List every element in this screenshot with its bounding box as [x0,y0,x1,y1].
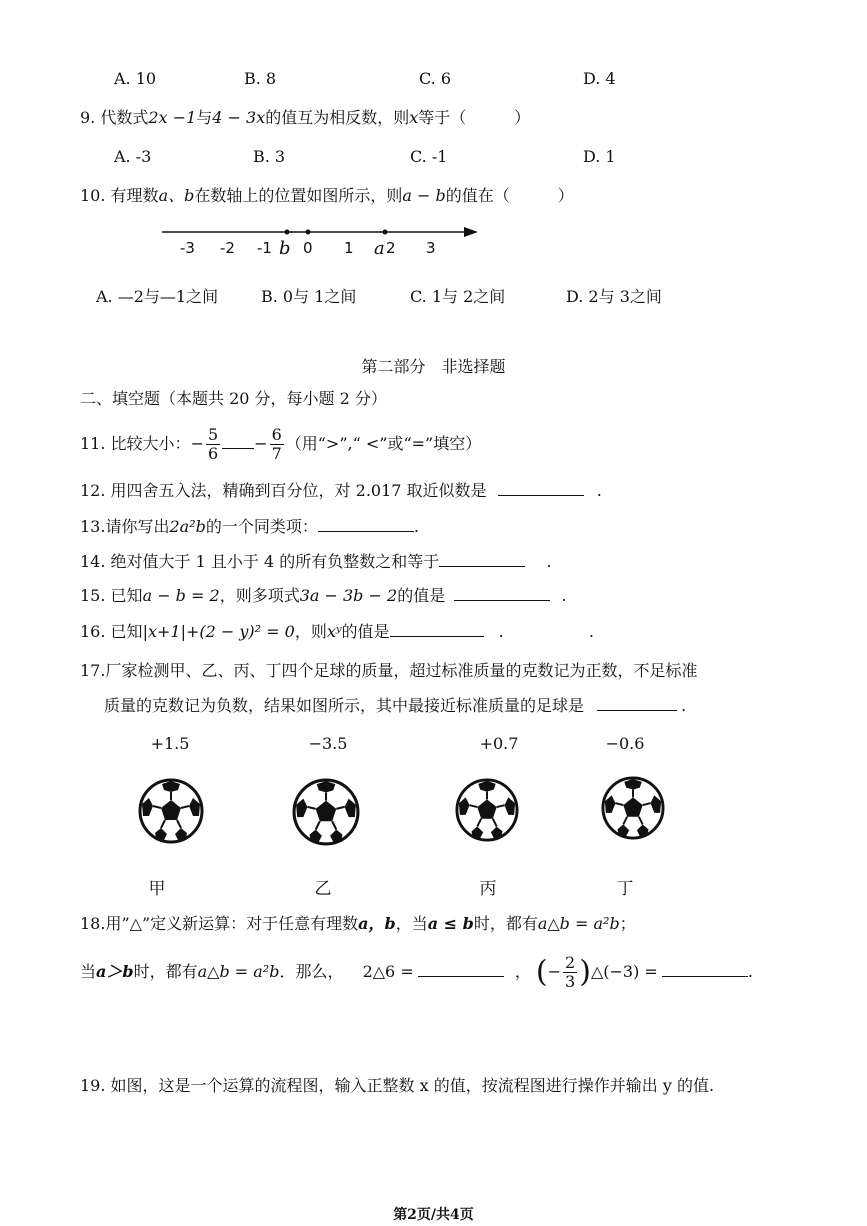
q10-text-3: 的值在（ ） [445,186,574,205]
q18-line-1 [80,913,636,935]
q18-text-1e: 时，都有 [473,914,538,933]
q19-text: 如图，这是一个运算的流程图，输入正整数 x 的值，按流程图进行操作并输出 y 的值. [110,1076,715,1095]
q11-sign-1: − [190,434,204,453]
ball-3-name: 丙 [479,879,497,899]
q16-expr-2: xʸ [326,622,342,641]
q18-expr-b: △(−3) = [590,962,658,981]
point-a-label: a [374,238,385,259]
q18-text-1g: ； [619,914,636,933]
q18-text-2a: 当 [80,962,97,981]
ball-3-value: +0.7 [479,734,519,753]
q9-text-4: 等于（ ） [418,108,531,127]
q15-question [80,584,566,607]
q17-text-2: 质量的克数记为负数，结果如图所示，其中最接近标准质量的足球是 [104,696,585,715]
q16-expr-1: |x+1|+(2 − y)² = 0 [142,622,295,641]
q16-text-2: ，则 [294,622,327,641]
q9-var: x [409,108,419,127]
q8-option-b: B. 8 [244,69,277,88]
q13-period: . [413,517,419,536]
q18-line-2 [80,950,753,995]
q9-text-3: 的值互为相反数，则 [265,108,410,127]
ball-2-name: 乙 [314,879,332,899]
tick-label-0: 0 [303,239,313,257]
point-b-marker [285,230,290,235]
q15-text-3: 的值是 [397,586,446,605]
q10-option-a: A. —2与—1之间 [96,287,219,306]
q13-text-2: 的一个同类项： [205,517,318,536]
ball-4-value: −0.6 [605,734,645,753]
q18-rule-1: a△b = a²b [537,914,620,933]
tick-label-neg2: -2 [220,239,235,257]
q11-number: 11. [80,434,106,453]
q16-period-2: . [588,622,594,641]
q11-fraction-1 [206,426,220,463]
q18-answer-blank-2[interactable] [662,960,748,977]
q15-number: 15. [80,586,106,605]
q17-line-1 [80,660,697,682]
q18-comma: ， [514,962,531,981]
q18-fraction-denominator: 3 [565,972,576,991]
q12-period: . [596,481,602,500]
q8-option-d: D. 4 [583,69,616,88]
q12-number: 12. [80,481,106,500]
q10-option-b: B. 0与 1之间 [261,287,357,306]
q18-answer-blank-1[interactable] [418,960,504,977]
q15-period: . [561,586,567,605]
q19-number: 19. [80,1076,106,1095]
ball-1-name: 甲 [148,879,166,899]
q9-number: 9. [80,108,96,127]
q16-number: 16. [80,622,106,641]
axis-arrow-icon [464,227,478,237]
q18-right-paren: ) [579,954,591,990]
q10-text-1: 有理数 [110,186,159,205]
point-a-marker [383,230,388,235]
q13-text-1: 请你写出 [105,517,170,536]
q14-text: 绝对值大于 1 且小于 4 的所有负整数之和等于 [110,552,440,571]
q10-option-c: C. 1与 2之间 [410,287,506,306]
q18-fraction [563,954,577,991]
q8-option-c: C. 6 [419,69,452,88]
ball-2-value: −3.5 [308,734,348,753]
q18-rule-2: a△b = a²b [197,962,280,981]
q9-option-c: C. -1 [410,147,448,166]
q8-option-a: A. 10 [114,69,157,88]
q11-question [80,424,481,464]
q11-fraction-2-numerator: 6 [271,425,282,444]
q14-answer-blank[interactable] [439,550,525,567]
q9-option-b: B. 3 [253,147,286,166]
tick-label-2: 2 [386,239,396,257]
tick-label-neg3: -3 [180,239,195,257]
page-footer: 第2页/共4页 [393,1207,474,1223]
q15-expr-1: a − b = 2 [142,586,220,605]
q9-text-1: 代数式 [100,108,149,127]
q18-fraction-numerator: 2 [565,953,576,972]
q18-text-1a: 用”△”定义新运算：对于任意有理数 [105,914,359,933]
q15-answer-blank[interactable] [454,584,550,601]
q17-number: 17. [80,661,106,680]
q13-expr: 2a²b [169,517,206,536]
q11-text-1: 比较大小： [110,434,191,453]
soccer-ball-1-icon [138,778,204,844]
q15-expr-2: 3a − 3b − 2 [299,586,398,605]
q16-text-3: 的值是 [341,622,390,641]
q18-frac-sign: − [547,962,562,981]
q12-question [80,479,602,502]
q12-text: 用四舍五入法，精确到百分位，对 2.017 取近似数是 [110,481,487,500]
q16-text-1: 已知 [110,622,143,641]
q11-sign-2: − [254,434,268,453]
q15-text-1: 已知 [110,586,143,605]
zero-marker [306,230,311,235]
q18-cond-2: a＞b [96,962,134,981]
soccer-ball-2-icon [292,778,360,846]
q9-option-a: A. -3 [114,147,152,166]
q16-answer-blank[interactable] [390,620,484,637]
q17-line-2 [104,694,686,717]
tick-label-3: 3 [426,239,436,257]
point-b-label: b [279,238,291,259]
section-title: 第二部分 非选择题 [361,357,506,376]
q18-expr-a: 2△6 = [362,962,414,981]
q11-fraction-1-denominator: 6 [207,444,219,463]
q9-expr-2: 4 − 3x [212,108,266,127]
q11-fraction-2-denominator: 7 [271,444,282,463]
q10-text-2: 在数轴上的位置如图所示，则 [194,186,403,205]
tick-label-neg1: -1 [257,239,272,257]
number-line [160,218,490,262]
q11-answer-blank[interactable] [222,432,254,449]
q11-text-2: （用“>”,“ <”或“=”填空） [285,434,482,453]
part2-heading: 二、填空题（本题共 20 分，每小题 2 分） [80,389,387,408]
q13-number: 13. [80,517,106,536]
q16-period-1: . [498,622,504,641]
q11-fraction-1-numerator: 5 [207,425,219,444]
q19-question [80,1075,714,1097]
ball-1-value: +1.5 [150,734,190,753]
q9-question [80,107,530,129]
q17-answer-blank[interactable] [597,694,677,711]
q13-answer-blank[interactable] [318,515,414,532]
q10-vars: a、b [158,186,195,205]
q9-text-2: 与 [196,108,213,127]
q16-question [80,620,594,643]
q14-period: . [546,552,552,571]
q14-number: 14. [80,552,106,571]
q11-fraction-2 [270,426,284,463]
q18-left-paren: ( [535,954,548,990]
q10-option-d: D. 2与 3之间 [566,287,662,306]
q17-text-1: 厂家检测甲、乙、丙、丁四个足球的质量，超过标准质量的克数记为正数，不足标准 [105,661,698,680]
q18-cond-1: a ≤ b [427,914,474,933]
q18-period: . [747,962,753,981]
ball-4-name: 丁 [616,879,634,899]
q10-expr: a − b [402,186,446,205]
soccer-ball-3-icon [455,778,519,842]
q13-question [80,515,419,538]
q18-text-1c: ，当 [395,914,428,933]
q15-text-2: ，则多项式 [219,586,300,605]
tick-label-1: 1 [344,239,354,257]
q18-number: 18. [80,914,106,933]
q18-vars: a，b [358,914,396,933]
soccer-ball-4-icon [601,776,665,840]
q12-answer-blank[interactable] [498,479,584,496]
q9-expr-1: 2x −1 [148,108,197,127]
q10-question [80,185,574,207]
q9-option-d: D. 1 [583,147,616,166]
q10-number: 10. [80,186,106,205]
q17-period: . [681,696,687,715]
q18-text-2e: ．那么， [279,962,344,981]
q18-text-2c: 时，都有 [133,962,198,981]
q14-question [80,550,551,573]
